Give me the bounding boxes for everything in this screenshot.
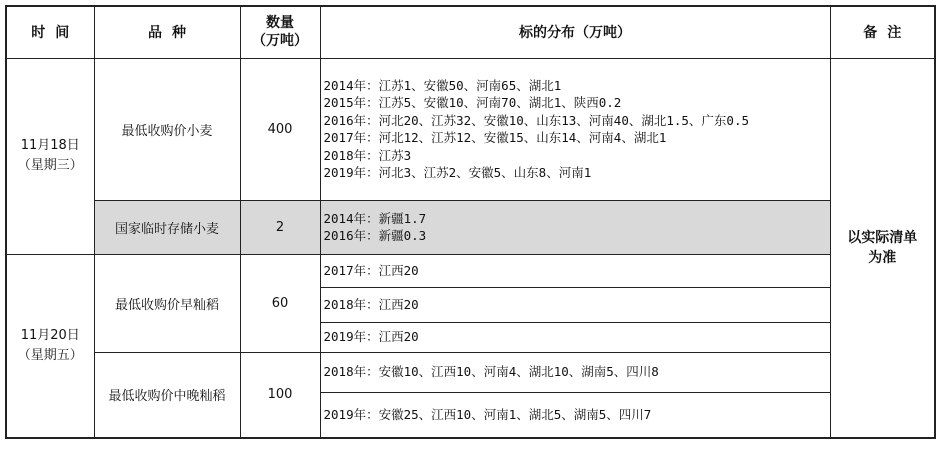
distribution-line: 2019年：河北3、江苏2、安徽5、山东8、河南1 (323, 165, 592, 180)
distribution-cell (320, 200, 830, 254)
distribution-cell: 2018年：江西20 (320, 287, 830, 322)
remark-line2: 为准 (868, 249, 897, 266)
date-cell-1 (6, 58, 94, 254)
header-quantity-line1: 数量 (266, 15, 294, 32)
header-quantity (240, 6, 320, 58)
distribution-cell: 2018年：安徽10、江西10、河南4、湖北10、湖南5、四川8 (320, 352, 830, 392)
quantity-cell: 60 (240, 254, 320, 352)
distribution-line: 2014年：新疆1.7 (323, 210, 427, 226)
quantity-cell: 2 (240, 200, 320, 254)
distribution-line: 2018年：江苏3 (323, 147, 412, 163)
date-label: 11月18日 (20, 138, 80, 153)
header-variety: 品种 (94, 6, 240, 58)
distribution-cell: 2019年：安徽25、江西10、河南1、湖北5、湖南5、四川7 (320, 392, 830, 438)
variety-cell: 最低收购价中晚籼稻 (94, 352, 240, 438)
remark-cell (830, 58, 935, 438)
distribution-line: 2016年：新疆0.3 (323, 228, 427, 243)
distribution-line: 2015年：江苏5、安徽10、河南70、湖北1、陕西0.2 (323, 95, 622, 110)
variety-cell: 国家临时存储小麦 (94, 200, 240, 254)
variety-cell: 最低收购价小麦 (94, 58, 240, 200)
distribution-cell: 2019年：江西20 (320, 322, 830, 352)
table-row (6, 254, 935, 287)
header-remark: 备注 (830, 6, 935, 58)
distribution-line: 2017年：河北12、江苏12、安徽15、山东14、河南4、湖北1 (323, 130, 667, 145)
quantity-cell: 400 (240, 58, 320, 200)
table-row (6, 58, 935, 200)
remark-line1: 以实际清单 (847, 229, 918, 246)
weekday-label: （星期三） (17, 158, 83, 173)
header-quantity-line2: （万吨） (252, 33, 308, 50)
table-row (6, 352, 935, 392)
header-time: 时间 (6, 6, 94, 58)
date-label: 11月20日 (20, 327, 80, 343)
distribution-line: 2014年：江苏1、安徽50、河南65、湖北1 (323, 77, 562, 93)
table-row (6, 200, 935, 254)
header-distribution: 标的分布（万吨） (320, 6, 830, 58)
distribution-cell (320, 58, 830, 200)
auction-schedule-table (5, 5, 936, 439)
variety-cell: 最低收购价早籼稻 (94, 254, 240, 352)
quantity-cell: 100 (240, 352, 320, 438)
distribution-line: 2016年：河北20、江苏32、安徽10、山东13、河南40、湖北1.5、广东0.5 (323, 112, 750, 128)
distribution-cell: 2017年：江西20 (320, 254, 830, 287)
date-cell-2 (6, 254, 94, 438)
header-row (6, 6, 935, 58)
weekday-label: （星期五） (17, 347, 83, 363)
